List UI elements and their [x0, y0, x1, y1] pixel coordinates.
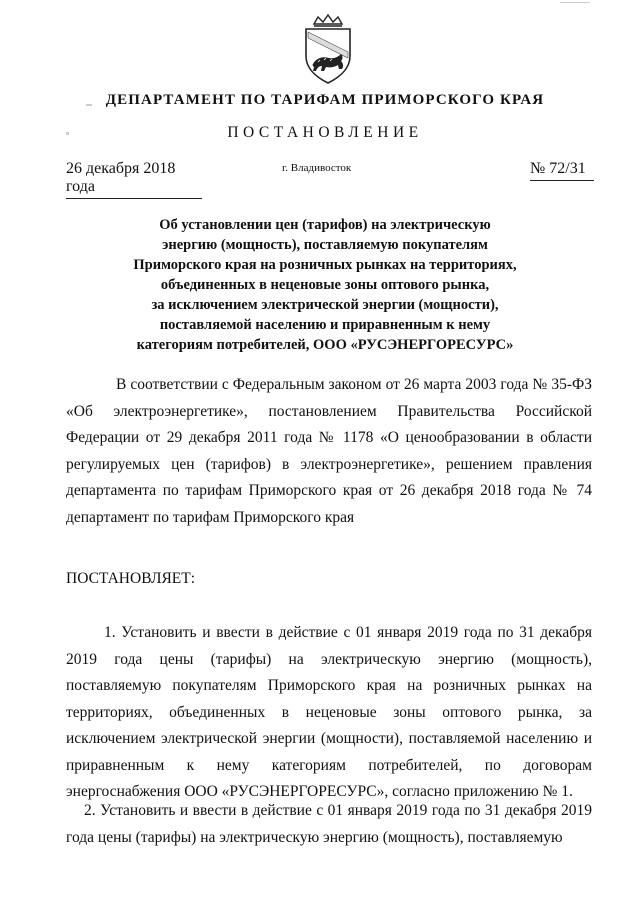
scan-artifact: [86, 104, 92, 106]
subject-line: Приморского края на розничных рынках на территориях,: [133, 257, 517, 273]
primorsky-coat-of-arms-icon: [296, 14, 360, 86]
scan-artifact: [66, 132, 69, 135]
document-city: г. Владивосток: [282, 162, 352, 174]
subject-line: категориям потребителей, ООО «РУСЭНЕРГОРЕСУРС»: [136, 337, 514, 353]
department-title: ДЕПАРТАМЕНТ ПО ТАРИФАМ ПРИМОРСКОГО КРАЯ: [105, 92, 545, 108]
resolves-heading: ПОСТАНОВЛЯЕТ:: [66, 570, 196, 587]
clause-1-paragraph: 1. Установить и ввести в действие с 01 января 2019 года по 31 декабря 2019 года цены (тарифы) на электрическую энергию (мощность), поставляемую покупателям Приморского края на розничных рынках на территориях, объединенных в неценовые зоны оптового рынка, за исключением электрической энергии (мощности), поставляемой населению и приравненным к нему категориям потребителей, по договорам энергоснабжения ООО «РУСЭНЕРГОРЕСУРС», согласно приложению № 1.: [66, 624, 592, 800]
subject-line: Об установлении цен (тарифов) на электрическую: [159, 217, 491, 233]
scan-artifact: [560, 2, 590, 3]
preamble-paragraph: В соответствии с Федеральным законом от 26 марта 2003 года № 35-ФЗ «Об электроэнергетике», постановлением Правительства Российской Федерации от 29 декабря 2011 года № 1178 «О ценообразовании в области регулируемых цен (тарифов) в электроэнергетике», решением правления департамента по тарифам Приморского края от 26 декабря 2018 года № 74 департамент по тарифам Приморского края: [66, 376, 592, 526]
subject-line: поставляемой населению и приравненным к нему: [159, 317, 491, 333]
document-subject: [100, 215, 550, 355]
subject-line: объединенных в неценовые зоны оптового рынка,: [160, 277, 490, 293]
subject-line: за исключением электрической энергии (мощности),: [151, 297, 499, 313]
clause-2-paragraph: 2. Установить и ввести в действие с 01 января 2019 года по 31 декабря 2019 года цены (тарифы) на электрическую энергию (мощность), поставляемую: [66, 802, 592, 846]
subject-line: энергию (мощность), поставляемую покупателям: [162, 237, 488, 253]
document-number: № 72/31: [530, 160, 594, 181]
document-type: ПОСТАНОВЛЕНИЕ: [227, 124, 423, 141]
document-date: 26 декабря 2018 года: [66, 160, 202, 199]
